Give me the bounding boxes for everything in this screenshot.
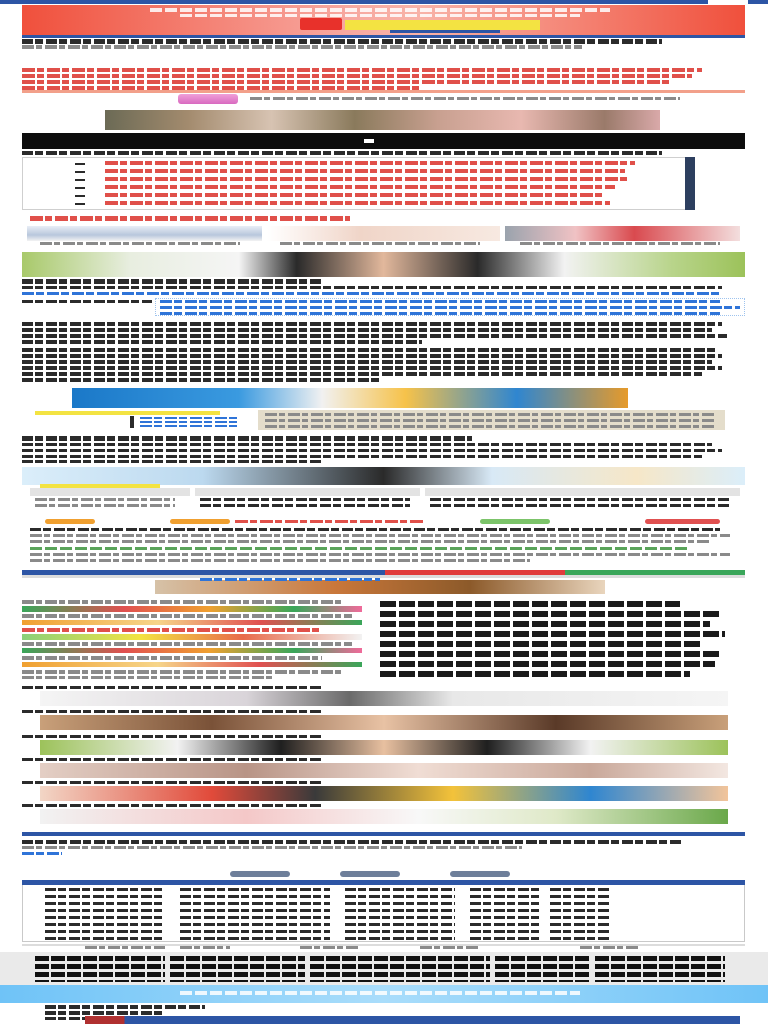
table-header-cell — [30, 488, 190, 496]
table-highlight-cell — [35, 411, 220, 415]
banner-text-line — [180, 14, 580, 17]
data-table-cell — [45, 916, 165, 919]
paragraph-line — [22, 443, 712, 446]
data-table-cell — [550, 888, 610, 891]
link-line[interactable] — [160, 312, 720, 315]
bottom-bar[interactable] — [85, 1016, 740, 1024]
banner-text-line — [150, 8, 610, 12]
list-item-text — [22, 628, 322, 632]
data-table-cell — [550, 916, 610, 919]
table-cell-line — [200, 504, 410, 507]
table-cell-line — [140, 417, 240, 419]
page-title-line — [22, 39, 662, 44]
gallery-image-4[interactable] — [40, 763, 728, 778]
table-header-cell — [425, 488, 740, 496]
toc-bullet — [75, 163, 85, 165]
article-text-line — [22, 286, 722, 289]
list-item-text — [22, 670, 342, 674]
salmon-divider — [22, 90, 745, 93]
paragraph-line — [22, 340, 422, 344]
paragraph-line — [30, 553, 730, 556]
article-heading — [22, 279, 322, 284]
gallery-caption — [22, 804, 322, 807]
nav-underline — [22, 575, 745, 578]
thumbnail-caption — [520, 242, 720, 245]
toc-scrollbar[interactable] — [685, 157, 695, 210]
promo-banner-image[interactable] — [72, 388, 628, 408]
paragraph-line — [22, 378, 382, 382]
footer-link[interactable] — [45, 1011, 165, 1015]
data-table-cell — [550, 937, 610, 940]
table-cell-line — [430, 504, 730, 507]
tag-pill[interactable] — [480, 519, 550, 524]
toc-link[interactable] — [105, 177, 630, 181]
table-footer-item — [580, 946, 640, 949]
table-cell-line — [430, 498, 730, 501]
paragraph-line — [30, 559, 530, 562]
footer-bold-text — [35, 956, 165, 982]
summary-line — [22, 840, 682, 844]
sidebar-bold-line — [380, 621, 710, 627]
thumbnail-2[interactable] — [267, 226, 500, 241]
toc-link[interactable] — [105, 201, 610, 205]
data-table-cell — [470, 888, 540, 891]
thumbnail-3[interactable] — [505, 226, 740, 241]
thumbnail-caption — [40, 242, 240, 245]
data-table-cell — [345, 888, 455, 891]
info-panel-line — [265, 419, 715, 422]
paragraph-line — [22, 460, 322, 463]
toc-bullet — [75, 203, 85, 205]
data-table-cell — [470, 937, 540, 940]
footer-bold-text — [495, 956, 590, 982]
feature-box[interactable] — [155, 580, 605, 594]
table-footer-item — [300, 946, 360, 949]
data-table-cell — [345, 930, 455, 933]
meta-text-line — [250, 97, 680, 100]
sidebar-bold-line — [380, 651, 720, 657]
gallery-caption — [22, 735, 322, 738]
toc-link[interactable] — [105, 193, 605, 197]
banner-highlight-button[interactable] — [345, 20, 540, 30]
paragraph-line — [22, 449, 722, 452]
intro-text-line — [22, 74, 692, 78]
toc-bullet — [75, 171, 85, 173]
paragraph-line — [22, 328, 712, 332]
gallery-image-5[interactable] — [40, 786, 728, 801]
link-line[interactable] — [160, 306, 740, 309]
toc-link[interactable] — [105, 161, 635, 165]
list-item-text — [22, 642, 352, 646]
sidebar-bold-line — [380, 671, 690, 677]
paragraph-line — [22, 366, 722, 370]
data-table-cell — [470, 923, 540, 926]
top-bar-tab[interactable] — [708, 0, 748, 4]
section-heading — [30, 216, 350, 221]
character-figure — [178, 94, 238, 104]
data-table-cell — [345, 937, 455, 940]
data-table-cell — [345, 895, 455, 898]
data-table-cell — [470, 930, 540, 933]
tag-pill[interactable] — [45, 519, 95, 524]
data-table-cell — [345, 916, 455, 919]
gallery-caption — [22, 686, 322, 689]
pager-button-1[interactable] — [230, 871, 290, 877]
article-heading — [22, 436, 472, 441]
gallery-caption — [22, 781, 322, 784]
list-item-image[interactable] — [22, 606, 362, 612]
paragraph-line — [30, 540, 710, 543]
paragraph-line — [30, 528, 720, 531]
table-header-cell — [195, 488, 420, 496]
data-table-cell — [180, 909, 330, 912]
tag-pill[interactable] — [170, 519, 230, 524]
data-table-cell — [550, 902, 610, 905]
data-table-cell — [45, 895, 165, 898]
section-divider — [22, 832, 745, 836]
footer-bold-text — [595, 956, 725, 982]
list-item-image[interactable] — [22, 662, 362, 667]
summary-link[interactable] — [22, 852, 62, 855]
link-line[interactable] — [22, 292, 722, 295]
data-table-cell — [180, 937, 330, 940]
gallery-caption — [22, 758, 322, 761]
table-footer-item — [420, 946, 480, 949]
data-table-cell — [470, 909, 540, 912]
banner-strip — [390, 30, 500, 33]
photo-strip[interactable] — [105, 110, 660, 130]
paragraph-line — [22, 322, 722, 326]
data-table-cell — [345, 923, 455, 926]
toc-bullet — [75, 179, 85, 181]
info-panel-line — [265, 413, 715, 416]
data-table-cell — [45, 902, 165, 905]
tag-text-line — [235, 520, 425, 523]
paragraph-line — [30, 534, 730, 537]
feature-box-label — [200, 578, 380, 581]
list-item-text — [22, 656, 322, 660]
footer-bold-text — [310, 956, 490, 982]
gallery-caption — [22, 710, 322, 713]
paragraph-line — [22, 372, 702, 376]
table-cell-line — [140, 425, 240, 427]
table-row-marker — [130, 416, 134, 428]
data-table-cell — [470, 902, 540, 905]
data-table-cell — [45, 909, 165, 912]
data-table-cell — [470, 916, 540, 919]
toc-link[interactable] — [105, 185, 615, 189]
info-panel-line — [265, 425, 715, 428]
data-table-cell — [45, 937, 165, 940]
thumbnail-caption — [280, 242, 480, 245]
page-subtitle-line — [22, 45, 582, 49]
label-line — [22, 300, 152, 303]
gallery-image-3[interactable] — [40, 740, 728, 755]
thumbnail-1[interactable] — [27, 226, 262, 241]
table-footer-item — [180, 946, 230, 949]
sidebar-bold-line — [380, 611, 720, 617]
gallery-image-2[interactable] — [40, 715, 728, 730]
intro-text-line — [22, 68, 702, 72]
paragraph-line — [22, 334, 727, 338]
data-table-header — [22, 880, 745, 885]
data-table-cell — [180, 895, 330, 898]
portrait-image[interactable] — [22, 252, 745, 277]
data-table-cell — [345, 902, 455, 905]
paragraph-line — [22, 455, 702, 458]
summary-line — [22, 846, 522, 849]
sidebar-bold-line — [380, 631, 725, 637]
data-table-cell — [180, 930, 330, 933]
top-bar — [0, 0, 768, 4]
video-bar[interactable] — [22, 133, 745, 149]
table-cell-line — [200, 498, 410, 501]
list-item-text — [22, 600, 342, 604]
data-table-cell — [550, 923, 610, 926]
section-text-line — [22, 151, 662, 155]
sidebar-bold-line — [380, 641, 700, 647]
data-table-cell — [45, 923, 165, 926]
link-line[interactable] — [160, 300, 720, 303]
gallery-image-6[interactable] — [40, 809, 728, 824]
data-table-cell — [180, 902, 330, 905]
paragraph-line — [22, 354, 722, 358]
table-cell-line — [35, 504, 175, 507]
paragraph-line — [22, 348, 717, 352]
table-footer-item — [85, 946, 165, 949]
header-button[interactable] — [300, 18, 342, 30]
list-item-text — [22, 676, 272, 679]
table-cell-line — [140, 421, 240, 423]
sidebar-bold-line — [380, 661, 715, 667]
paragraph-line — [30, 547, 690, 550]
list-item-image[interactable] — [22, 620, 362, 625]
header-divider — [22, 35, 745, 38]
toc-bullet — [75, 195, 85, 197]
data-table-cell — [470, 895, 540, 898]
pager-button-3[interactable] — [450, 871, 510, 877]
data-table-cell — [550, 895, 610, 898]
list-item-image[interactable] — [22, 634, 362, 640]
data-table-cell — [550, 930, 610, 933]
sidebar-bold-line — [380, 601, 680, 607]
video-bar-marker[interactable] — [364, 139, 374, 143]
footer-link[interactable] — [45, 1005, 205, 1009]
intro-text-line — [22, 80, 672, 84]
skyline-image[interactable] — [22, 467, 745, 485]
footer-bold-text — [170, 956, 305, 982]
table-cell-line — [35, 498, 175, 501]
data-table-cell — [45, 930, 165, 933]
tag-pill[interactable] — [645, 519, 720, 524]
gallery-image-1[interactable] — [40, 691, 728, 706]
toc-bullet — [75, 187, 85, 189]
list-item-text — [22, 614, 352, 618]
paragraph-line — [22, 360, 712, 364]
data-table-cell — [180, 888, 330, 891]
data-table-cell — [345, 909, 455, 912]
data-table-cell — [45, 888, 165, 891]
pager-button-2[interactable] — [340, 871, 400, 877]
data-table-cell — [180, 923, 330, 926]
data-table-cell — [550, 909, 610, 912]
data-table-cell — [180, 916, 330, 919]
toc-link[interactable] — [105, 169, 625, 173]
footer-sky-text — [180, 991, 580, 995]
list-item-image[interactable] — [22, 648, 362, 653]
